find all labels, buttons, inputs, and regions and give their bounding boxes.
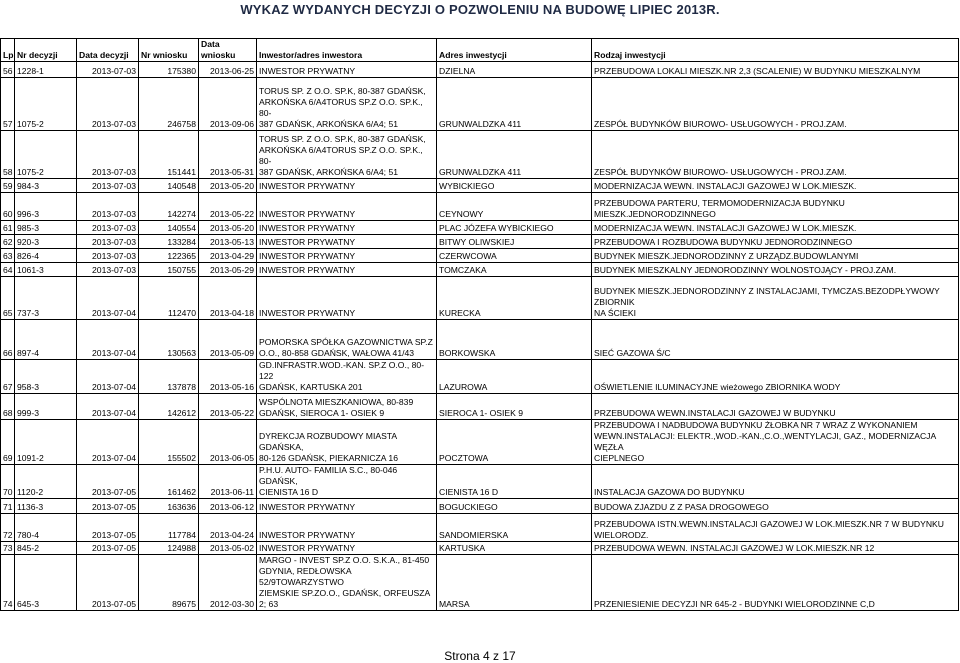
cell-data-decyzji: 2013-07-05 [77,542,139,555]
cell-adres-inwestycji: GRUNWALDZKA 411 [437,78,592,131]
cell-nr-wniosku: 150755 [139,263,199,277]
cell-lp: 64 [1,263,15,277]
cell-rodzaj-inwestycji: INSTALACJA GAZOWA DO BUDYNKU [592,465,959,499]
cell-inwestor: INWESTOR PRYWATNY [257,263,437,277]
cell-lp: 72 [1,514,15,542]
cell-lp: 67 [1,360,15,394]
cell-nr-wniosku: 163636 [139,499,199,514]
cell-data-decyzji: 2013-07-05 [77,465,139,499]
cell-data-wniosku: 2013-05-22 [199,193,257,221]
cell-inwestor: TORUS SP. Z O.O. SP.K, 80-387 GDAŃSK, ARKOŃSKA 6/A4TORUS SP.Z O.O. SP.K., 80- 387 GDAŃSK, ARKOŃSKA 6/A4; 51 [257,131,437,179]
cell-nr-wniosku: 112470 [139,277,199,320]
cell-adres-inwestycji: DZIELNA [437,62,592,78]
cell-adres-inwestycji: BITWY OLIWSKIEJ [437,235,592,249]
cell-data-decyzji: 2013-07-04 [77,420,139,465]
header-data-decyzji: Data decyzji [77,39,139,62]
cell-data-wniosku: 2013-04-29 [199,249,257,263]
table-row [1,62,959,78]
table-row [1,320,959,360]
table-row [1,131,959,179]
cell-adres-inwestycji: SIEROCA 1- OSIEK 9 [437,394,592,420]
cell-data-decyzji: 2013-07-03 [77,78,139,131]
table-row [1,179,959,193]
cell-data-decyzji: 2013-07-03 [77,221,139,235]
cell-lp: 60 [1,193,15,221]
table-row [1,221,959,235]
cell-rodzaj-inwestycji: BUDYNEK MIESZKALNY JEDNORODZINNY WOLNOSTOJĄCY - PROJ.ZAM. [592,263,959,277]
cell-rodzaj-inwestycji: PRZEBUDOWA WEWN. INSTALACJI GAZOWEJ W LOK.MIESZK.NR 12 [592,542,959,555]
cell-data-decyzji: 2013-07-03 [77,179,139,193]
cell-nr-wniosku: 122365 [139,249,199,263]
cell-nr-wniosku: 155502 [139,420,199,465]
cell-data-decyzji: 2013-07-04 [77,320,139,360]
cell-nr-wniosku: 142612 [139,394,199,420]
cell-nr-decyzji: 1075-2 [15,131,77,179]
header-lp: Lp [1,39,15,62]
cell-nr-wniosku: 89675 [139,555,199,611]
cell-adres-inwestycji: CIENISTA 16 D [437,465,592,499]
decisions-table [0,38,959,611]
cell-lp: 59 [1,179,15,193]
cell-lp: 65 [1,277,15,320]
cell-data-wniosku: 2013-04-18 [199,277,257,320]
cell-nr-decyzji: 1120-2 [15,465,77,499]
table-row [1,499,959,514]
cell-data-wniosku: 2013-05-20 [199,179,257,193]
header-rodzaj-inwestycji: Rodzaj inwestycji [592,39,959,62]
cell-nr-decyzji: 958-3 [15,360,77,394]
cell-lp: 71 [1,499,15,514]
cell-nr-wniosku: 142274 [139,193,199,221]
table-row [1,235,959,249]
header-nr-decyzji: Nr decyzji [15,39,77,62]
cell-lp: 57 [1,78,15,131]
cell-data-decyzji: 2013-07-05 [77,514,139,542]
cell-inwestor: INWESTOR PRYWATNY [257,179,437,193]
cell-rodzaj-inwestycji: PRZEBUDOWA I ROZBUDOWA BUDYNKU JEDNORODZINNEGO [592,235,959,249]
cell-adres-inwestycji: CEYNOWY [437,193,592,221]
cell-inwestor: POMORSKA SPÓŁKA GAZOWNICTWA SP.Z O.O., 80-858 GDAŃSK, WAŁOWA 41/43 [257,320,437,360]
cell-data-decyzji: 2013-07-05 [77,499,139,514]
cell-data-decyzji: 2013-07-03 [77,249,139,263]
cell-nr-wniosku: 161462 [139,465,199,499]
header-nr-wniosku: Nr wniosku [139,39,199,62]
header-data-wniosku: Data wniosku [199,39,257,62]
cell-data-decyzji: 2013-07-03 [77,131,139,179]
cell-nr-wniosku: 133284 [139,235,199,249]
cell-rodzaj-inwestycji: PRZEBUDOWA WEWN.INSTALACJI GAZOWEJ W BUDYNKU [592,394,959,420]
cell-inwestor: INWESTOR PRYWATNY [257,235,437,249]
cell-lp: 61 [1,221,15,235]
cell-nr-decyzji: 645-3 [15,555,77,611]
cell-rodzaj-inwestycji: PRZEBUDOWA I NADBUDOWA BUDYNKU ŻŁOBKA NR 7 WRAZ Z WYKONANIEM WEWN.INSTALACJI: ELEKTR.,WOD.-KAN.,C.O.,WENTYLACJI, GAZ., MODERNIZACJA WĘZŁA CIEPLNEGO [592,420,959,465]
cell-data-wniosku: 2013-06-12 [199,499,257,514]
cell-adres-inwestycji: KARTUSKA [437,542,592,555]
cell-data-wniosku: 2013-04-24 [199,514,257,542]
table-row [1,542,959,555]
cell-data-decyzji: 2013-07-04 [77,277,139,320]
table-header-row [1,39,959,62]
cell-rodzaj-inwestycji: PRZEBUDOWA ISTN.WEWN.INSTALACJI GAZOWEJ W LOK.MIESZK.NR 7 W BUDYNKU WIELORODZ. [592,514,959,542]
cell-adres-inwestycji: TOMCZAKA [437,263,592,277]
table-row [1,249,959,263]
table-row [1,465,959,499]
cell-data-wniosku: 2013-06-05 [199,420,257,465]
cell-lp: 62 [1,235,15,249]
cell-data-decyzji: 2013-07-03 [77,193,139,221]
cell-nr-decyzji: 920-3 [15,235,77,249]
cell-nr-decyzji: 737-3 [15,277,77,320]
cell-inwestor: DYREKCJA ROZBUDOWY MIASTA GDAŃSKA, 80-126 GDAŃSK, PIEKARNICZA 16 [257,420,437,465]
header-inwestor: Inwestor/adres inwestora [257,39,437,62]
cell-nr-decyzji: 1228-1 [15,62,77,78]
cell-data-decyzji: 2013-07-05 [77,555,139,611]
cell-lp: 56 [1,62,15,78]
cell-rodzaj-inwestycji: BUDYNEK MIESZK.JEDNORODZINNY Z INSTALACJAMI, TYMCZAS.BEZODPŁYWOWY ZBIORNIK NA ŚCIEKI [592,277,959,320]
cell-nr-decyzji: 985-3 [15,221,77,235]
cell-rodzaj-inwestycji: BUDOWA ZJAZDU Z Z PASA DROGOWEGO [592,499,959,514]
cell-data-wniosku: 2013-05-02 [199,542,257,555]
cell-nr-decyzji: 1091-2 [15,420,77,465]
cell-nr-wniosku: 246758 [139,78,199,131]
cell-adres-inwestycji: POCZTOWA [437,420,592,465]
cell-data-decyzji: 2013-07-04 [77,360,139,394]
cell-lp: 66 [1,320,15,360]
cell-inwestor: INWESTOR PRYWATNY [257,542,437,555]
cell-data-wniosku: 2013-06-11 [199,465,257,499]
cell-lp: 58 [1,131,15,179]
cell-inwestor: INWESTOR PRYWATNY [257,514,437,542]
table-row [1,360,959,394]
cell-adres-inwestycji: BORKOWSKA [437,320,592,360]
cell-adres-inwestycji: CZERWCOWA [437,249,592,263]
cell-lp: 69 [1,420,15,465]
cell-nr-decyzji: 1136-3 [15,499,77,514]
header-adres-inwestycji: Adres inwestycji [437,39,592,62]
cell-nr-decyzji: 999-3 [15,394,77,420]
table-row [1,394,959,420]
cell-nr-decyzji: 984-3 [15,179,77,193]
cell-data-wniosku: 2013-05-13 [199,235,257,249]
cell-data-wniosku: 2013-05-31 [199,131,257,179]
cell-data-wniosku: 2013-09-06 [199,78,257,131]
cell-data-wniosku: 2013-05-22 [199,394,257,420]
cell-nr-wniosku: 140554 [139,221,199,235]
cell-rodzaj-inwestycji: MODERNIZACJA WEWN. INSTALACJI GAZOWEJ W LOK.MIESZK. [592,179,959,193]
cell-lp: 74 [1,555,15,611]
table-row [1,193,959,221]
table-row [1,555,959,611]
cell-inwestor: INWESTOR PRYWATNY [257,193,437,221]
cell-inwestor: INWESTOR PRYWATNY [257,499,437,514]
cell-inwestor: TORUS SP. Z O.O. SP.K, 80-387 GDAŃSK, ARKOŃSKA 6/A4TORUS SP.Z O.O. SP.K., 80- 387 GDAŃSK, ARKOŃSKA 6/A4; 51 [257,78,437,131]
cell-inwestor: GD.INFRASTR.WOD.-KAN. SP.Z O.O., 80-122 GDAŃSK, KARTUSKA 201 [257,360,437,394]
document-title: WYKAZ WYDANYCH DECYZJI O POZWOLENIU NA BUDOWĘ LIPIEC 2013R. [240,2,720,17]
cell-adres-inwestycji: SANDOMIERSKA [437,514,592,542]
cell-lp: 73 [1,542,15,555]
cell-adres-inwestycji: WYBICKIEGO [437,179,592,193]
table-row [1,263,959,277]
cell-inwestor: INWESTOR PRYWATNY [257,277,437,320]
cell-nr-decyzji: 996-3 [15,193,77,221]
cell-data-wniosku: 2013-05-09 [199,320,257,360]
cell-nr-wniosku: 140548 [139,179,199,193]
cell-rodzaj-inwestycji: OŚWIETLENIE ILUMINACYJNE wieżowego ZBIORNIKA WODY [592,360,959,394]
cell-adres-inwestycji: BOGUCKIEGO [437,499,592,514]
page-number: Strona 4 z 17 [444,649,516,663]
cell-inwestor: MARGO - INVEST SP.Z O.O. S.K.A., 81-450 GDYNIA, REDŁOWSKA 52/9TOWARZYSTWO ZIEMSKIE SP.ZO.O., GDAŃSK, ORFEUSZA 2; 63 [257,555,437,611]
cell-inwestor: INWESTOR PRYWATNY [257,221,437,235]
cell-adres-inwestycji: LAZUROWA [437,360,592,394]
cell-data-wniosku: 2013-05-20 [199,221,257,235]
cell-nr-wniosku: 175380 [139,62,199,78]
cell-data-wniosku: 2013-05-16 [199,360,257,394]
cell-rodzaj-inwestycji: ZESPÓŁ BUDYNKÓW BIUROWO- USŁUGOWYCH - PROJ.ZAM. [592,78,959,131]
cell-adres-inwestycji: KURECKA [437,277,592,320]
cell-nr-wniosku: 124988 [139,542,199,555]
cell-nr-decyzji: 1061-3 [15,263,77,277]
cell-data-wniosku: 2013-05-29 [199,263,257,277]
cell-rodzaj-inwestycji: PRZENIESIENIE DECYZJI NR 645-2 - BUDYNKI WIELORODZINNE C,D [592,555,959,611]
cell-rodzaj-inwestycji: SIEĆ GAZOWA Ś/C [592,320,959,360]
cell-data-decyzji: 2013-07-03 [77,263,139,277]
table-row [1,78,959,131]
cell-nr-decyzji: 826-4 [15,249,77,263]
cell-data-decyzji: 2013-07-03 [77,62,139,78]
cell-data-wniosku: 2013-06-25 [199,62,257,78]
cell-rodzaj-inwestycji: PRZEBUDOWA LOKALI MIESZK.NR 2,3 (SCALENIE) W BUDYNKU MIESZKALNYM [592,62,959,78]
cell-nr-decyzji: 845-2 [15,542,77,555]
cell-rodzaj-inwestycji: ZESPÓŁ BUDYNKÓW BIUROWO- USŁUGOWYCH - PROJ.ZAM. [592,131,959,179]
cell-inwestor: P.H.U. AUTO- FAMILIA S.C., 80-046 GDAŃSK, CIENISTA 16 D [257,465,437,499]
cell-rodzaj-inwestycji: MODERNIZACJA WEWN. INSTALACJI GAZOWEJ W LOK.MIESZK. [592,221,959,235]
cell-nr-wniosku: 117784 [139,514,199,542]
cell-nr-wniosku: 137878 [139,360,199,394]
table-row [1,514,959,542]
cell-data-decyzji: 2013-07-03 [77,235,139,249]
cell-nr-wniosku: 130563 [139,320,199,360]
cell-adres-inwestycji: GRUNWALDZKA 411 [437,131,592,179]
cell-inwestor: WSPÓLNOTA MIESZKANIOWA, 80-839 GDAŃSK, SIEROCA 1- OSIEK 9 [257,394,437,420]
cell-inwestor: INWESTOR PRYWATNY [257,62,437,78]
table-row [1,277,959,320]
cell-adres-inwestycji: MARSA [437,555,592,611]
cell-lp: 70 [1,465,15,499]
cell-nr-wniosku: 151441 [139,131,199,179]
cell-lp: 63 [1,249,15,263]
cell-nr-decyzji: 897-4 [15,320,77,360]
cell-inwestor: INWESTOR PRYWATNY [257,249,437,263]
table-row [1,420,959,465]
cell-data-wniosku: 2012-03-30 [199,555,257,611]
cell-adres-inwestycji: PLAC JÓZEFA WYBICKIEGO [437,221,592,235]
cell-nr-decyzji: 1075-2 [15,78,77,131]
cell-nr-decyzji: 780-4 [15,514,77,542]
cell-lp: 68 [1,394,15,420]
cell-data-decyzji: 2013-07-04 [77,394,139,420]
cell-rodzaj-inwestycji: PRZEBUDOWA PARTERU, TERMOMODERNIZACJA BUDYNKU MIESZK.JEDNORODZINNEGO [592,193,959,221]
cell-rodzaj-inwestycji: BUDYNEK MIESZK.JEDNORODZINNY Z URZĄDZ.BUDOWLANYMI [592,249,959,263]
